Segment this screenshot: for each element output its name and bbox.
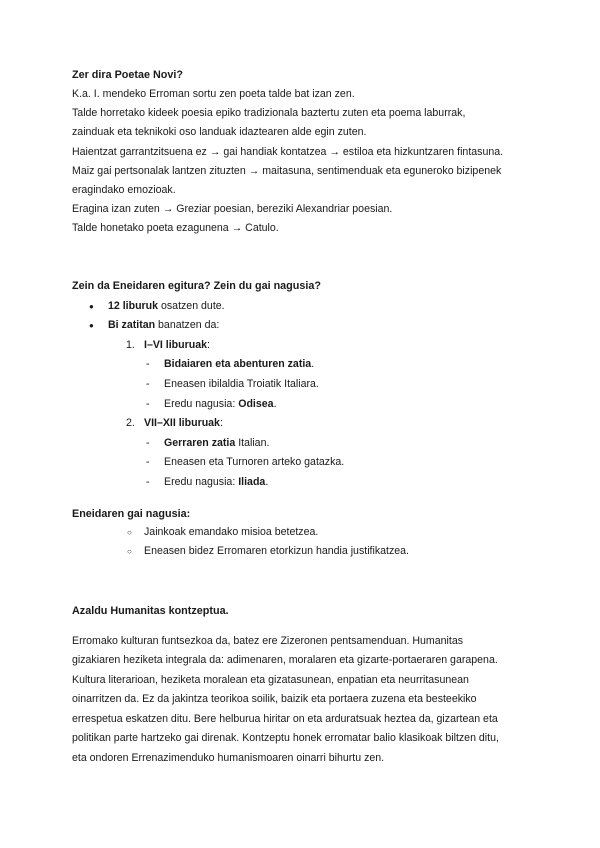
part-item [72, 336, 532, 356]
section1-line: Talde honetako poeta ezagunena → Catulo. [72, 222, 279, 235]
section3-line: Kultura literarioan, heziketa moralean eta gizatasunean, enpatian eta neurritasunean [72, 673, 469, 686]
section1-line: Maiz gai pertsonalak lantzen zituzten → maitasuna, sentimenduak eta eguneroko bizipenek [72, 164, 502, 177]
list-text: Eredu nagusia: [164, 475, 239, 488]
part-label: I–VI liburuak [144, 338, 207, 351]
part-colon: : [207, 338, 210, 351]
list-text: Italian. [235, 436, 270, 449]
list-text: . [311, 358, 315, 371]
section3-line: oinarritzen da. Ez da jakintza teorikoa soilik, baizik eta portaera zuzena eta besteekiko [72, 693, 477, 706]
list-text: . [273, 397, 277, 410]
list-item [72, 542, 532, 562]
dash-icon: - [146, 475, 150, 488]
dash-icon: - [146, 456, 150, 469]
bold-text: 12 liburuk [108, 299, 159, 312]
list-text: Eneasen eta Turnoren arteko gatazka. [164, 456, 345, 469]
dash-icon: - [146, 358, 150, 371]
part1-details [72, 355, 532, 414]
structure-list [72, 297, 532, 336]
list-item [72, 316, 532, 336]
part2-details [72, 434, 532, 493]
dash-icon: - [146, 378, 150, 390]
dash-icon: - [146, 397, 150, 410]
section1-line: K.a. I. mendeko Erroman sortu zen poeta talde bat izan zen. [72, 88, 355, 100]
list-item [72, 434, 532, 454]
part-number: 2. [126, 417, 135, 430]
part-label: VII–XII liburuak [144, 417, 220, 430]
section1-title: Zer dira Poetae Novi? [72, 69, 184, 81]
bullet-icon: ● [89, 321, 94, 331]
list-item [72, 375, 532, 395]
circle-bullet-icon: ○ [127, 527, 132, 537]
bold-text: Bidaiaren eta abenturen zatia [164, 358, 312, 371]
bold-text: Iliada [238, 475, 266, 488]
list-item [72, 297, 532, 317]
list-item [72, 395, 532, 415]
bold-text: Bi zatitan [108, 319, 156, 332]
part-number: 1. [126, 338, 135, 351]
section2-title: Zein da Eneidaren egitura? Zein du gai nagusia? [72, 279, 321, 292]
theme-title: Eneidaren gai nagusia: [72, 507, 191, 520]
theme-list [72, 523, 532, 562]
section1-body [72, 85, 532, 239]
list-text: Eneasen bidez Erromaren etorkizun handia justifikatzea. [144, 545, 409, 558]
section1-line: Haientzat garrantzitsuena ez → gai handiak kontatzea → estiloa eta hizkuntzaren fintasuna. [72, 145, 504, 158]
list-text: banatzen da: [155, 319, 220, 332]
list-item [72, 453, 532, 473]
parts-list [72, 414, 532, 434]
part-colon: : [219, 417, 223, 430]
bold-text: Odisea [238, 397, 274, 410]
list-item [72, 355, 532, 375]
section1-line: Talde horretako kideek poesia epiko tradizionala baztertu zuten eta poema laburrak, [72, 107, 466, 120]
section3-title: Azaldu Humanitas kontzeptua. [72, 604, 229, 617]
document-page [72, 66, 532, 768]
part-item [72, 414, 532, 434]
list-text: osatzen dute. [158, 299, 225, 312]
section3-line: errespetua eskatzen ditu. Bere helburua hiritar on eta arduratsuak heztea da, gizartean eta [72, 712, 498, 725]
section3-line: Erromako kulturan funtsezkoa da, batez ere Zizeronen pentsamenduan. Humanitas [72, 634, 464, 647]
circle-bullet-icon: ○ [127, 547, 132, 557]
list-item [72, 473, 532, 493]
section3-line: politikan parte hartzeko gai direnak. Kontzeptu honek erromatar balio klasikoak biltzen ditu, [72, 732, 499, 745]
section1-line: zainduak eta teknikoki oso landuak idaztearen alde egin zuten. [72, 126, 367, 139]
list-text: Jainkoak emandako misioa betetzea. [144, 525, 319, 538]
section3-line: eta ondoren Errenazimenduko humanismoaren oinarri bihurtu zen. [72, 751, 385, 764]
bullet-icon: ● [89, 301, 94, 311]
list-item [72, 523, 532, 543]
section1-line: eragindako emozioak. [72, 184, 176, 197]
list-text: . [265, 475, 269, 488]
section1-line: Eragina izan zuten → Greziar poesian, bereziki Alexandriar poesian. [72, 203, 393, 216]
list-text: Eneasen ibilaldia Troiatik Italiara. [164, 378, 319, 390]
dash-icon: - [146, 436, 150, 449]
list-text: Eredu nagusia: [164, 397, 239, 410]
section3-body [72, 632, 532, 769]
bold-text: Gerraren zatia [164, 436, 236, 449]
section3-line: gizakiaren heziketa integrala da: adimenaren, moralaren eta gizarte-portaeraren garapena. [72, 654, 498, 667]
parts-list [72, 336, 532, 356]
